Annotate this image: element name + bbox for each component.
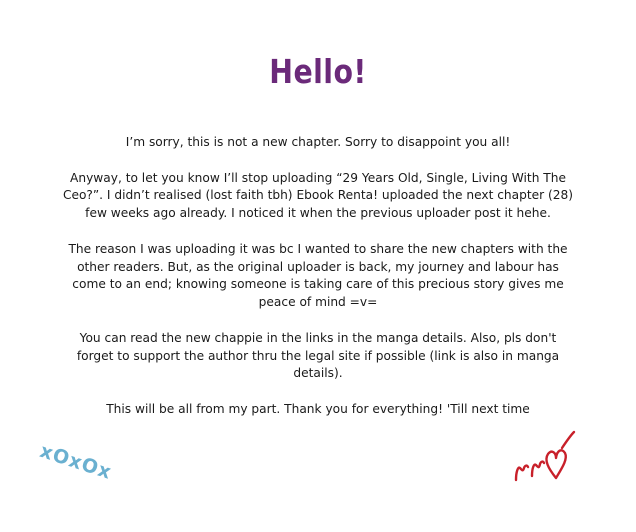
paragraph-links: You can read the new chappie in the links in the manga details. Also, pls don't forget to support the author thru the legal site if possible (link is also in manga details). <box>76 330 560 381</box>
paragraph-announcement: Anyway, to let you know I’ll stop uploading “29 Years Old, Single, Living With The Ceo?”. I didn’t realised (lost faith tbh) Ebook Renta! uploaded the next chapter (28) few weeks ago already. I noticed it when the previous uploader post it hehe. <box>62 170 574 221</box>
message-body <box>60 134 576 437</box>
paragraph-apology: I’m sorry, this is not a new chapter. Sorry to disappoint you all! <box>125 135 511 149</box>
page-title: Hello! <box>269 52 367 91</box>
paragraph-closing: This will be all from my part. Thank you for everything! 'Till next time <box>106 401 530 416</box>
paragraph-reason: The reason I was uploading it was bc I wanted to share the new chapters with the other readers. But, as the original uploader is back, my journey and labour has come to an end; knowing someone is taking care of this precious story gives me peace of mind =v= <box>68 241 568 310</box>
heart-doodle-icon <box>510 428 590 488</box>
signoff-text: xOxOx <box>37 440 115 484</box>
